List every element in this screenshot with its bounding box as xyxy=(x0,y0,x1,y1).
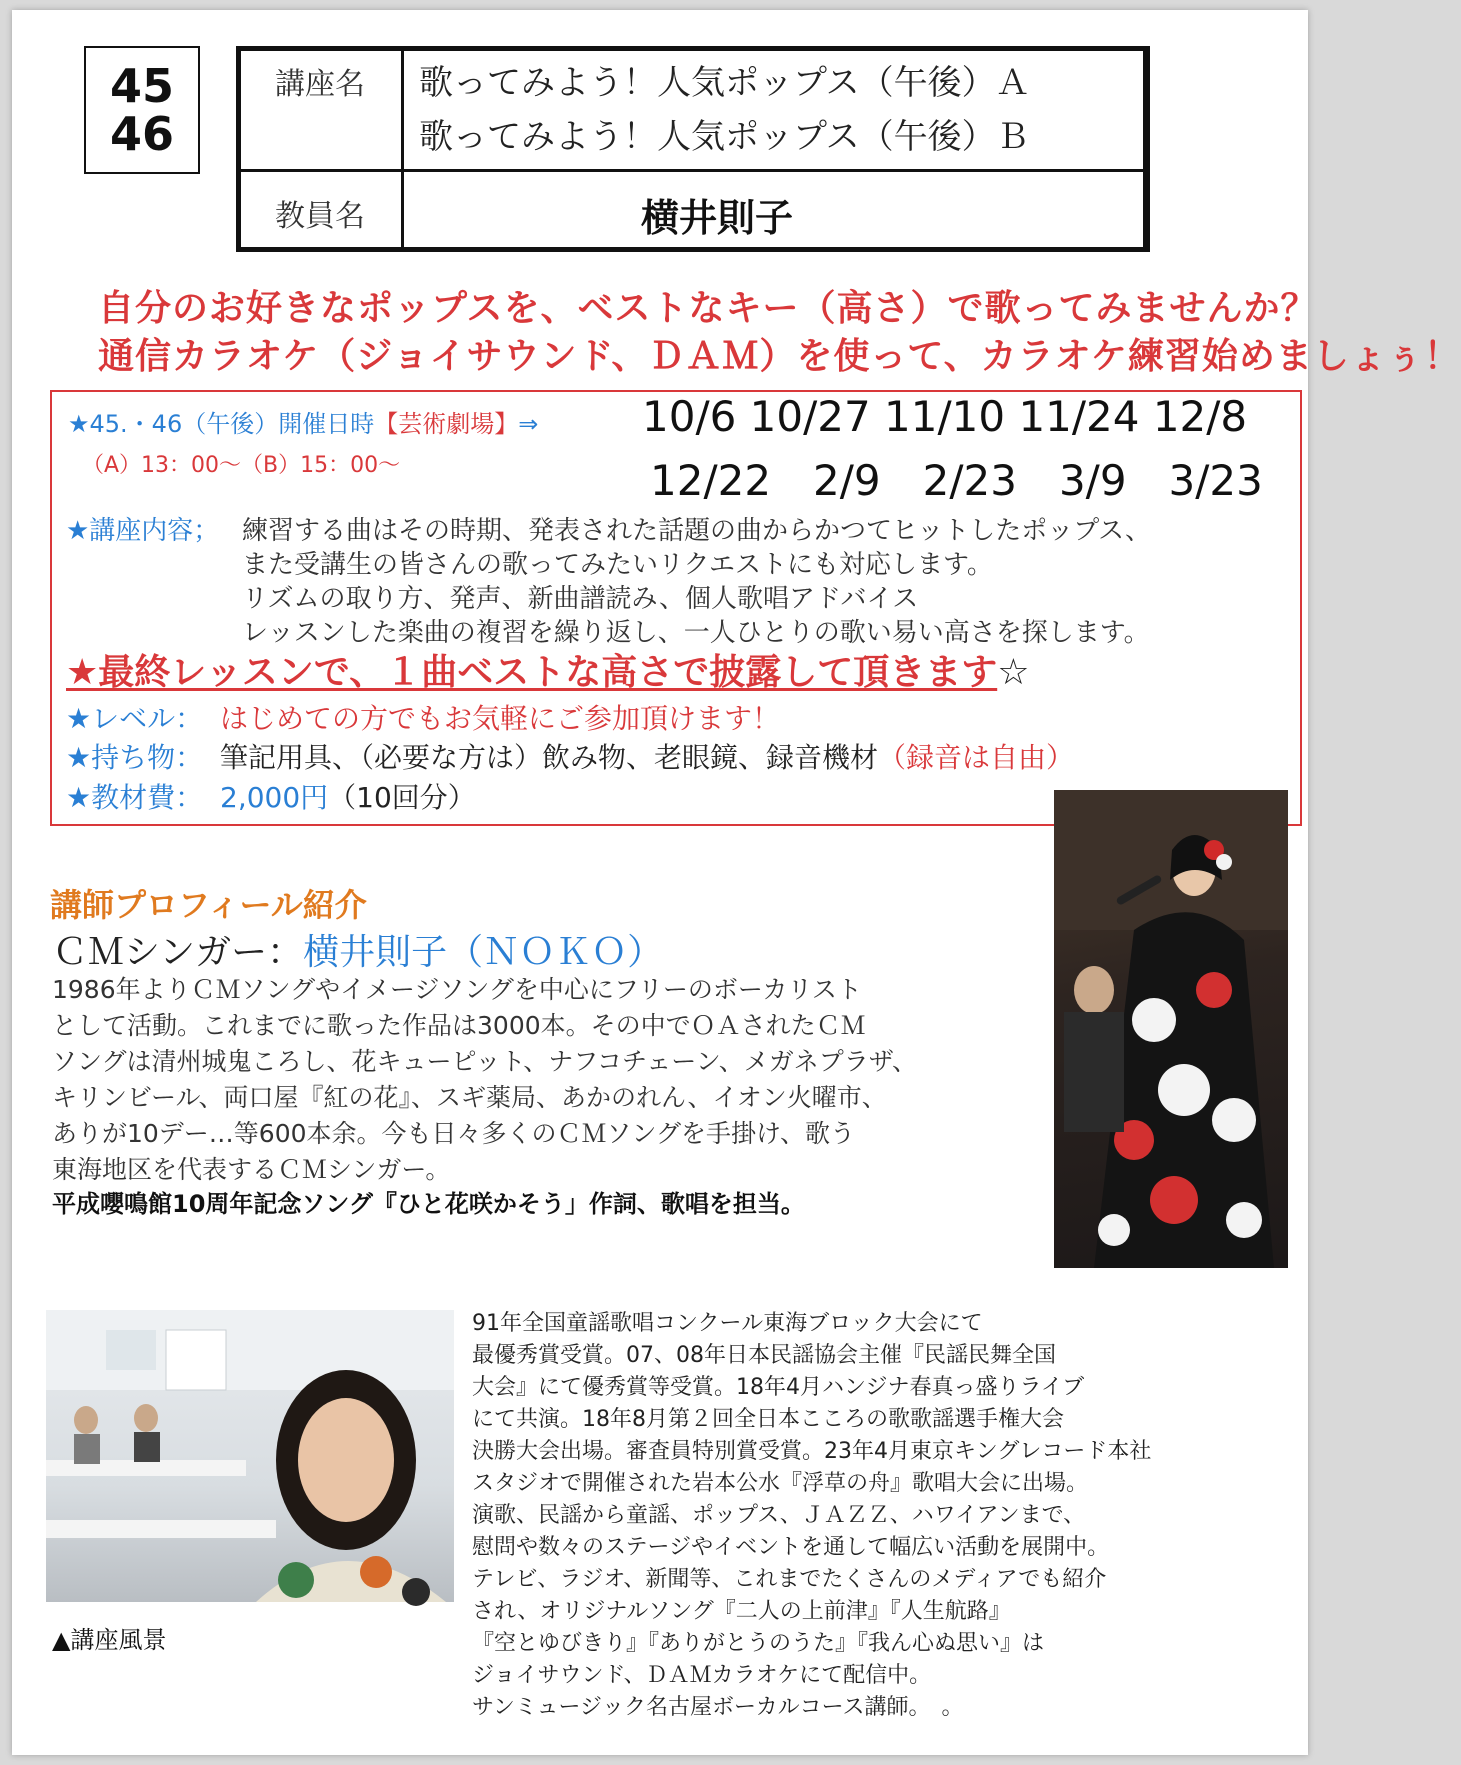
dates-line-1: 10/6 10/27 11/10 11/24 12/8 xyxy=(642,392,1248,441)
arrow-icon: ⇒ xyxy=(518,410,539,438)
career-line: スタジオで開催された岩本公水『浮草の舟』歌唱大会に出場。 xyxy=(472,1471,1089,1496)
items-note: （録音は自由） xyxy=(878,741,1075,774)
items-line xyxy=(220,736,1074,776)
career-text xyxy=(472,1308,1151,1724)
star-icon: ☆ xyxy=(997,652,1030,693)
career-line: 最優秀賞受賞。07、08年日本民謡協会主催『民謡民舞全国 xyxy=(472,1343,1056,1368)
career-line: 『空とゆびきり』『ありがとうのうた』『我ん心ぬ思い』は xyxy=(472,1631,1045,1656)
content-line-4: レッスンした楽曲の複習を繰り返し、一人ひとりの歌い易い高さを探します。 xyxy=(242,618,1150,648)
fee-note: （10回分） xyxy=(328,781,476,814)
profile-name-prefix: ＣＭシンガー： xyxy=(52,932,304,973)
career-line: 大会』にて優秀賞等受賞。18年4月ハンジナ春真っ盛りライブ xyxy=(472,1375,1085,1400)
course-name-b: 歌ってみよう！人気ポップス（午後）Ｂ xyxy=(419,117,1030,157)
fee-label: ★教材費： xyxy=(66,781,204,814)
highlight-text: ★最終レッスンで、１曲ベストな高さで披露して頂きます xyxy=(66,652,998,693)
course-name-row xyxy=(241,51,1143,172)
profile-line-6: 東海地区を代表するＣＭシンガー。 xyxy=(52,1155,451,1184)
profile-line-4: キリンビール、両口屋『紅の花』、スギ薬局、あかのれん、イオン火曜市、 xyxy=(52,1083,887,1112)
schedule-label xyxy=(68,404,538,439)
profile-line-5: ありが10デー…等600本余。今も日々多くのＣＭソングを手掛け、歌う xyxy=(52,1119,856,1148)
singer-performance-photo xyxy=(1054,790,1288,1268)
items-label: ★持ち物： xyxy=(66,741,204,774)
profile-line-1: 1986年よりＣＭソングやイメージソングを中心にフリーのボーカリスト xyxy=(52,975,862,1004)
highlight-line xyxy=(66,644,1029,695)
course-info-table xyxy=(236,46,1150,252)
profile-heading: 講師プロフィール紹介 xyxy=(50,886,367,924)
teacher-label: 教員名 xyxy=(275,199,365,234)
content-label: ★講座内容； xyxy=(66,516,220,546)
level-label: ★レベル： xyxy=(66,702,204,735)
course-name-a: 歌ってみよう！人気ポップス（午後）Ａ xyxy=(419,63,1030,103)
career-line: 演歌、民謡から童謡、ポップス、ＪＡＺＺ、ハワイアンまで、 xyxy=(472,1503,1086,1528)
level-value: はじめての方でもお気軽にご参加頂けます！ xyxy=(220,702,781,735)
dates-line-2: 12/22 2/9 2/23 3/9 3/23 xyxy=(650,456,1263,505)
profile-line-2: として活動。これまでに歌った作品は3000本。その中でＯＡされたＣＭ xyxy=(52,1011,866,1040)
profile-bold-line: 平成嚶鳴館10周年記念ソング『ひと花咲かそう」作詞、歌唱を担当。 xyxy=(52,1190,805,1218)
fee-value: 2,000円 xyxy=(220,781,329,814)
venue-label: 【芸術劇場】 xyxy=(374,410,519,438)
schedule-times: （A）13：00～（B）15：00～ xyxy=(82,453,401,478)
career-line: され、オリジナルソング『二人の上前津』『人生航路』 xyxy=(472,1599,1011,1624)
course-details-box xyxy=(50,390,1302,826)
teacher-name: 横井則子 xyxy=(641,196,794,240)
course-number-a: 45 xyxy=(109,58,174,113)
schedule-label-text: ★45.・46（午後）開催日時 xyxy=(68,410,375,438)
profile-line-3: ソングは清州城鬼ころし、花キューピット、ナフコチェーン、メガネプラザ、 xyxy=(52,1047,918,1076)
classroom-photo xyxy=(46,1310,454,1602)
content-line-3: リズムの取り方、発声、新曲譜読み、個人歌唱アドバイス xyxy=(242,584,919,614)
course-name-label: 講座名 xyxy=(275,67,365,102)
items-value: 筆記用具、（必要な方は）飲み物、老眼鏡、録音機材 xyxy=(220,741,879,774)
career-line: 慰問や数々のステージやイベントを通して幅広い活動を展開中。 xyxy=(472,1535,1110,1560)
catch-line-2: 通信カラオケ（ジョイサウンド、ＤＡＭ）を使って、カラオケ練習始めましょぅ！ xyxy=(98,336,1461,377)
photo-caption: ▲講座風景 xyxy=(52,1626,167,1654)
classroom-photo-illustration xyxy=(46,1310,454,1602)
course-number-box xyxy=(84,46,200,174)
singer-photo-illustration xyxy=(1054,790,1288,1268)
fee-line xyxy=(220,776,476,816)
career-line: 決勝大会出場。審査員特別賞受賞。23年4月東京キングレコード本社 xyxy=(472,1439,1152,1464)
profile-name: 横井則子（ＮＯＫＯ） xyxy=(303,932,664,973)
catch-line-1: 自分のお好きなポップスを、ベストなキー（高さ）で歌ってみませんか？ xyxy=(98,288,1318,329)
course-number-b: 46 xyxy=(109,107,174,161)
career-line: テレビ、ラジオ、新聞等、これまでたくさんのメディアでも紹介 xyxy=(472,1567,1107,1592)
content-line-2: また受講生の皆さんの歌ってみたいリクエストにも対応します。 xyxy=(242,550,993,580)
teacher-row xyxy=(241,169,1143,252)
content-line-1: 練習する曲はその時期、発表された話題の曲からかつてヒットしたポップス、 xyxy=(242,516,1151,546)
career-line: 91年全国童謡歌唱コンクール東海ブロック大会にて xyxy=(472,1311,983,1336)
profile-name-line xyxy=(52,924,663,975)
career-line: サンミュージック名古屋ボーカルコース講師。 。 xyxy=(472,1695,964,1720)
career-line: にて共演。18年8月第２回全日本こころの歌歌謡選手権大会 xyxy=(472,1407,1064,1432)
career-line: ジョイサウンド、ＤＡＭカラオケにて配信中。 xyxy=(472,1663,932,1688)
flyer-page xyxy=(12,10,1461,1755)
